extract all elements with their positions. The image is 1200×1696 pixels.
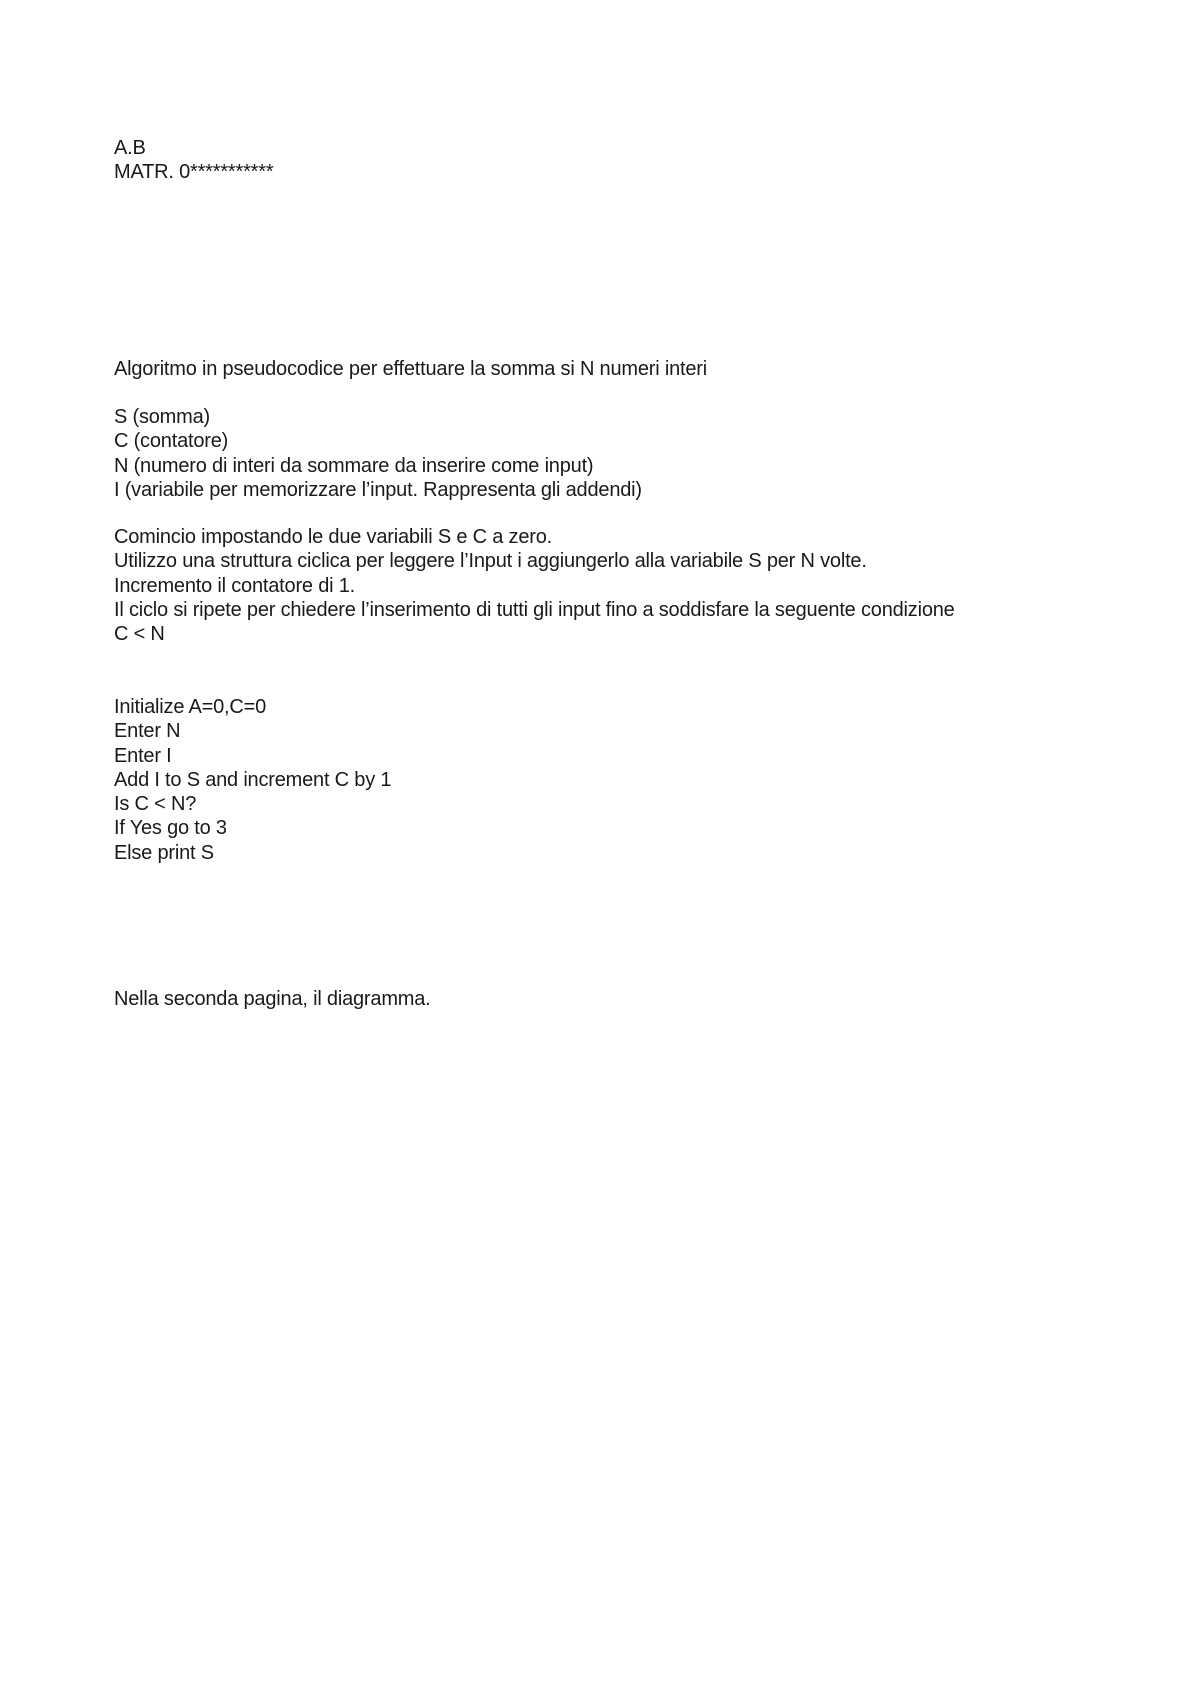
explanation-paragraph <box>114 525 955 646</box>
pseudocode-step: Enter N <box>114 720 181 743</box>
author-initials: A.B <box>114 137 146 159</box>
pseudocode-steps <box>114 695 391 865</box>
pseudocode-step: Enter I <box>114 744 172 767</box>
explanation-line: C < N <box>114 623 165 646</box>
algorithm-title-block <box>114 357 707 381</box>
pseudocode-step: Else print S <box>114 841 214 864</box>
variable-item: I (variabile per memorizzare l’input. Rappresenta gli addendi) <box>114 478 642 501</box>
variable-item: N (numero di interi da sommare da inserire come input) <box>114 454 594 477</box>
footer-note: Nella seconda pagina, il diagramma. <box>114 988 431 1010</box>
variable-item: S (somma) <box>114 406 210 428</box>
pseudocode-step: Add I to S and increment C by 1 <box>114 768 392 791</box>
header-block <box>114 136 273 185</box>
explanation-line: Utilizzo una struttura ciclica per leggere l’Input i aggiungerlo alla variabile S per N volte. <box>114 550 867 573</box>
explanation-line: Comincio impostando le due variabili S e C a zero. <box>114 526 552 548</box>
explanation-line: Il ciclo si ripete per chiedere l’inserimento di tutti gli input fino a soddisfare la seguente condizione <box>114 598 955 621</box>
explanation-line: Incremento il contatore di 1. <box>114 574 355 597</box>
pseudocode-step: If Yes go to 3 <box>114 817 227 840</box>
variable-item: C (contatore) <box>114 430 229 453</box>
footer-note-block <box>114 987 431 1011</box>
variables-list <box>114 405 642 502</box>
algorithm-title: Algoritmo in pseudocodice per effettuare la somma si N numeri interi <box>114 358 707 380</box>
pseudocode-step: Initialize A=0,C=0 <box>114 696 267 718</box>
matriculation-number: MATR. 0*********** <box>114 161 274 184</box>
pseudocode-step: Is C < N? <box>114 793 197 816</box>
